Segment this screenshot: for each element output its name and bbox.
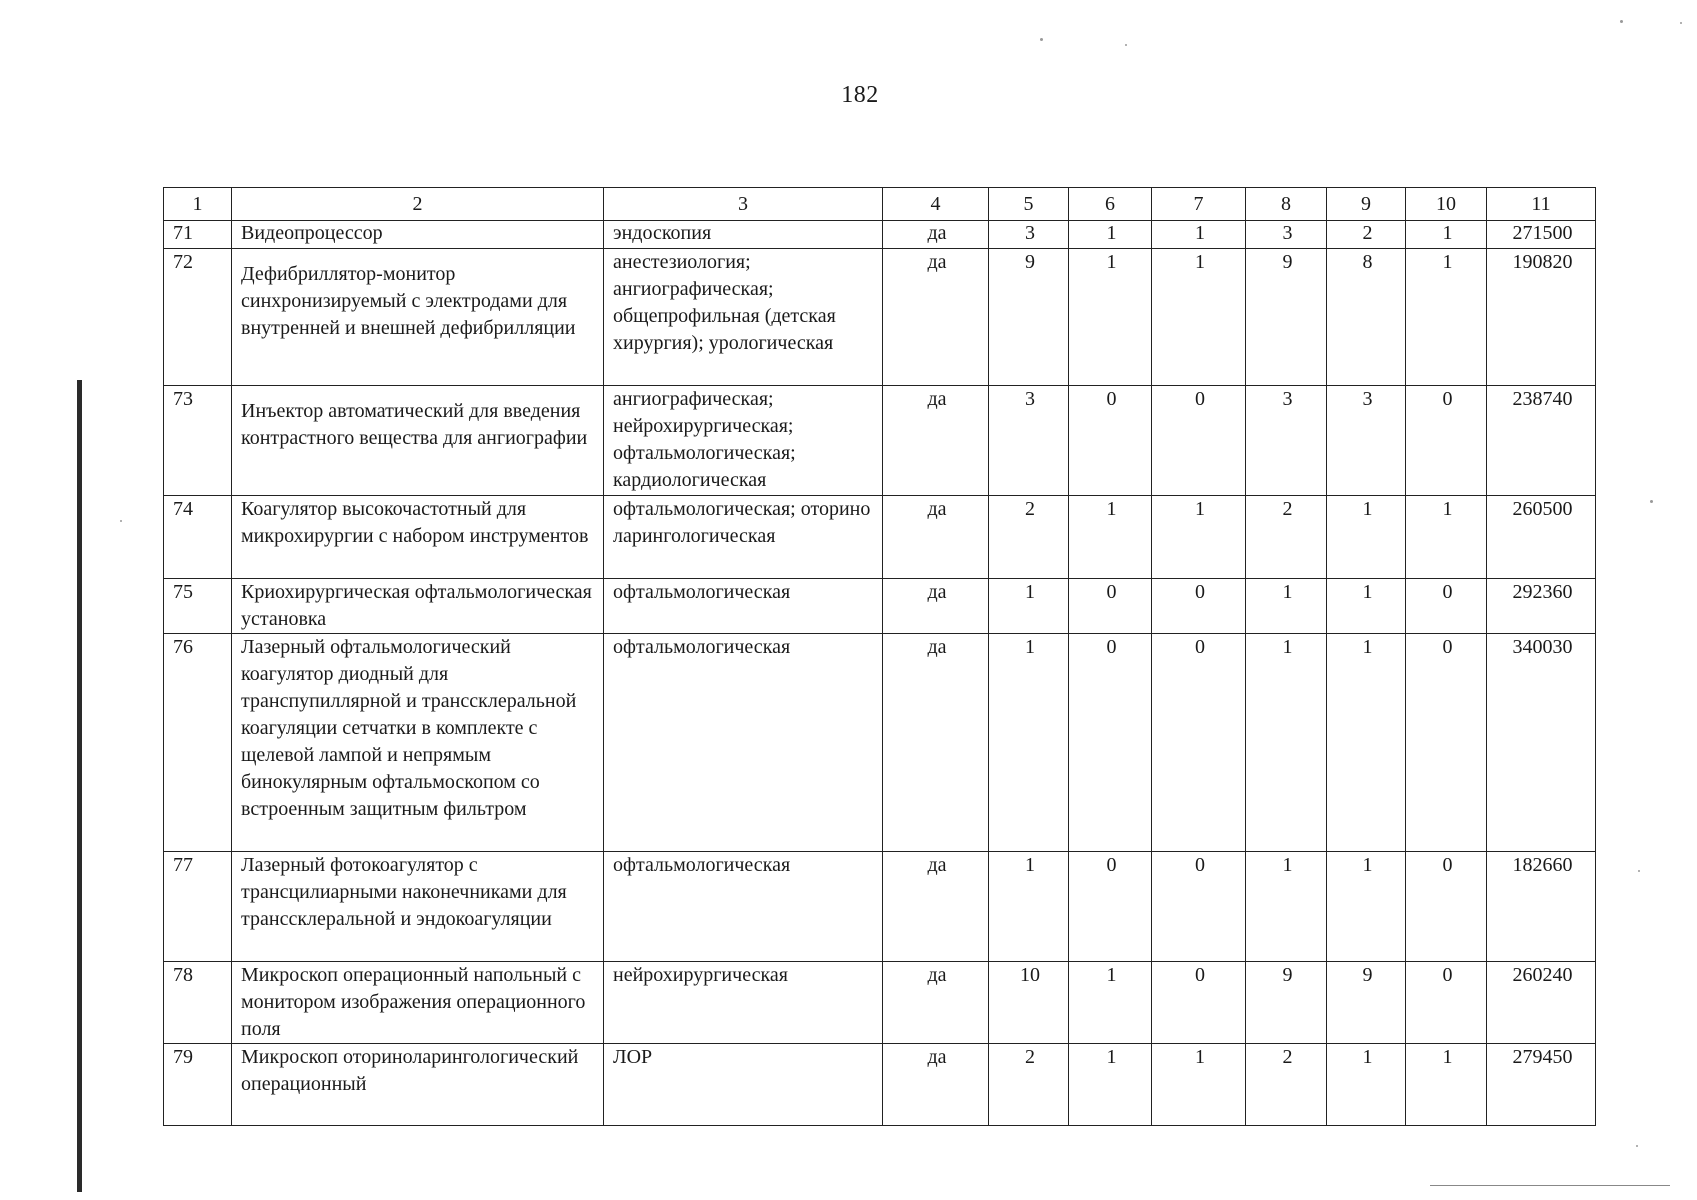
- table-row: [164, 962, 1596, 1044]
- header-cell: 1: [164, 188, 232, 221]
- scan-speck: [1638, 870, 1640, 872]
- cell-col-6: 1: [1069, 962, 1152, 1044]
- cell-col-10: 0: [1406, 852, 1487, 962]
- department: офтальмологическая: [604, 852, 883, 962]
- row-number: 75: [164, 579, 232, 634]
- department: ангиографическая; нейрохирургическая; офтальмологическая; кардиологическая: [604, 386, 883, 496]
- cell-col-6: 0: [1069, 386, 1152, 496]
- scan-bottom-rule: [1430, 1185, 1670, 1186]
- cell-col-10: 0: [1406, 386, 1487, 496]
- price: 340030: [1487, 634, 1596, 852]
- row-number: 73: [164, 386, 232, 496]
- cell-col-8: 3: [1246, 221, 1327, 249]
- equipment-name: Коагулятор высокочастотный для микрохирургии с набором инструментов: [232, 496, 604, 579]
- equipment-name: Микроскоп оториноларингологический операционный: [232, 1044, 604, 1126]
- table-row: [164, 221, 1596, 249]
- header-cell: 8: [1246, 188, 1327, 221]
- table-row: [164, 579, 1596, 634]
- equipment-name: Криохирургическая офтальмологическая установка: [232, 579, 604, 634]
- cell-col-4: да: [883, 962, 989, 1044]
- cell-col-7: 1: [1152, 221, 1246, 249]
- cell-col-10: 0: [1406, 579, 1487, 634]
- cell-col-4: да: [883, 852, 989, 962]
- cell-col-5: 1: [989, 579, 1069, 634]
- row-number: 79: [164, 1044, 232, 1126]
- price: 279450: [1487, 1044, 1596, 1126]
- row-number: 72: [164, 249, 232, 386]
- cell-col-8: 3: [1246, 386, 1327, 496]
- scan-speck: [1650, 500, 1653, 503]
- header-cell: 4: [883, 188, 989, 221]
- cell-col-4: да: [883, 579, 989, 634]
- cell-col-6: 1: [1069, 221, 1152, 249]
- table-row: [164, 496, 1596, 579]
- cell-col-4: да: [883, 386, 989, 496]
- cell-col-4: да: [883, 634, 989, 852]
- cell-col-7: 1: [1152, 1044, 1246, 1126]
- cell-col-6: 1: [1069, 496, 1152, 579]
- price: 260240: [1487, 962, 1596, 1044]
- price: 271500: [1487, 221, 1596, 249]
- cell-col-5: 1: [989, 634, 1069, 852]
- equipment-name: Инъектор автоматический для введения контрастного вещества для ангиографии: [241, 400, 588, 449]
- scan-speck: [1620, 20, 1623, 23]
- equipment-name: Лазерный офтальмологический коагулятор диодный для транспупиллярной и транссклеральной коагуляции сетчатки в комплекте с щелевой лампой и непрямым бинокулярным офтальмоскопом со встроенным защитным фильтром: [232, 634, 604, 852]
- cell-col-9: 1: [1327, 496, 1406, 579]
- cell-col-9: 9: [1327, 962, 1406, 1044]
- row-number: 78: [164, 962, 232, 1044]
- cell-col-5: 9: [989, 249, 1069, 386]
- header-cell: 5: [989, 188, 1069, 221]
- scan-speck: [1125, 44, 1127, 46]
- header-cell: 6: [1069, 188, 1152, 221]
- cell-col-9: 3: [1327, 386, 1406, 496]
- department: офтальмологическая: [604, 579, 883, 634]
- cell-col-5: 2: [989, 1044, 1069, 1126]
- cell-col-6: 0: [1069, 852, 1152, 962]
- cell-col-10: 1: [1406, 1044, 1487, 1126]
- row-number: 77: [164, 852, 232, 962]
- cell-col-4: да: [883, 249, 989, 386]
- cell-col-9: 1: [1327, 1044, 1406, 1126]
- header-row: [164, 188, 1596, 221]
- cell-col-8: 1: [1246, 852, 1327, 962]
- row-number: 71: [164, 221, 232, 249]
- cell-col-6: 1: [1069, 249, 1152, 386]
- cell-col-10: 0: [1406, 962, 1487, 1044]
- header-cell: 7: [1152, 188, 1246, 221]
- cell-col-7: 0: [1152, 852, 1246, 962]
- cell-col-7: 0: [1152, 634, 1246, 852]
- department: эндоскопия: [604, 221, 883, 249]
- cell-col-5: 10: [989, 962, 1069, 1044]
- cell-col-7: 1: [1152, 496, 1246, 579]
- department: анестезиология; ангиографическая; общепрофильная (детская хирургия); урологическая: [604, 249, 883, 386]
- header-cell: 10: [1406, 188, 1487, 221]
- table-row: [164, 634, 1596, 852]
- scan-speck: [1040, 38, 1043, 41]
- cell-col-7: 0: [1152, 579, 1246, 634]
- cell-col-5: 3: [989, 221, 1069, 249]
- equipment-table: [163, 187, 1596, 1126]
- header-cell: 3: [604, 188, 883, 221]
- cell-col-5: 1: [989, 852, 1069, 962]
- price: 260500: [1487, 496, 1596, 579]
- equipment-name: Лазерный фотокоагулятор с трансцилиарными наконечниками для транссклеральной и эндокоагуляции: [232, 852, 604, 962]
- department: офтальмологическая: [604, 634, 883, 852]
- price: 182660: [1487, 852, 1596, 962]
- cell-col-10: 1: [1406, 221, 1487, 249]
- cell-col-8: 9: [1246, 962, 1327, 1044]
- header-cell: 11: [1487, 188, 1596, 221]
- cell-col-9: 2: [1327, 221, 1406, 249]
- cell-col-8: 2: [1246, 1044, 1327, 1126]
- cell-col-7: 0: [1152, 386, 1246, 496]
- cell-col-10: 0: [1406, 634, 1487, 852]
- cell-col-6: 0: [1069, 634, 1152, 852]
- equipment-name: Дефибриллятор-монитор синхронизируемый с электродами для внутренней и внешней дефибрилляции: [241, 263, 576, 339]
- cell-col-10: 1: [1406, 496, 1487, 579]
- cell-col-4: да: [883, 221, 989, 249]
- header-cell: 2: [232, 188, 604, 221]
- equipment-name: Микроскоп операционный напольный с монитором изображения операционного поля: [232, 962, 604, 1044]
- scan-speck: [1636, 1145, 1638, 1147]
- cell-col-4: да: [883, 1044, 989, 1126]
- page-number: 182: [841, 82, 879, 108]
- scan-speck: [1680, 22, 1682, 24]
- cell-col-7: 0: [1152, 962, 1246, 1044]
- row-number: 74: [164, 496, 232, 579]
- scan-margin-bar: [77, 380, 82, 1192]
- equipment-name: Видеопроцессор: [232, 221, 604, 249]
- cell-col-5: 2: [989, 496, 1069, 579]
- department: офтальмологическая; оториноларингологическая: [604, 496, 883, 579]
- price: 190820: [1487, 249, 1596, 386]
- header-cell: 9: [1327, 188, 1406, 221]
- cell-col-8: 2: [1246, 496, 1327, 579]
- row-number: 76: [164, 634, 232, 852]
- table-row: [164, 249, 1596, 386]
- cell-col-4: да: [883, 496, 989, 579]
- cell-col-10: 1: [1406, 249, 1487, 386]
- price: 292360: [1487, 579, 1596, 634]
- cell-col-6: 1: [1069, 1044, 1152, 1126]
- cell-col-8: 1: [1246, 579, 1327, 634]
- table-row: [164, 852, 1596, 962]
- cell-col-5: 3: [989, 386, 1069, 496]
- price: 238740: [1487, 386, 1596, 496]
- cell-col-9: 1: [1327, 634, 1406, 852]
- table-row: [164, 1044, 1596, 1126]
- cell-col-7: 1: [1152, 249, 1246, 386]
- cell-col-9: 1: [1327, 852, 1406, 962]
- cell-col-9: 1: [1327, 579, 1406, 634]
- cell-col-9: 8: [1327, 249, 1406, 386]
- scan-speck: [120, 520, 122, 522]
- cell-col-8: 1: [1246, 634, 1327, 852]
- table-row: [164, 386, 1596, 496]
- department: ЛОР: [604, 1044, 883, 1126]
- department: нейрохирургическая: [604, 962, 883, 1044]
- cell-col-6: 0: [1069, 579, 1152, 634]
- cell-col-8: 9: [1246, 249, 1327, 386]
